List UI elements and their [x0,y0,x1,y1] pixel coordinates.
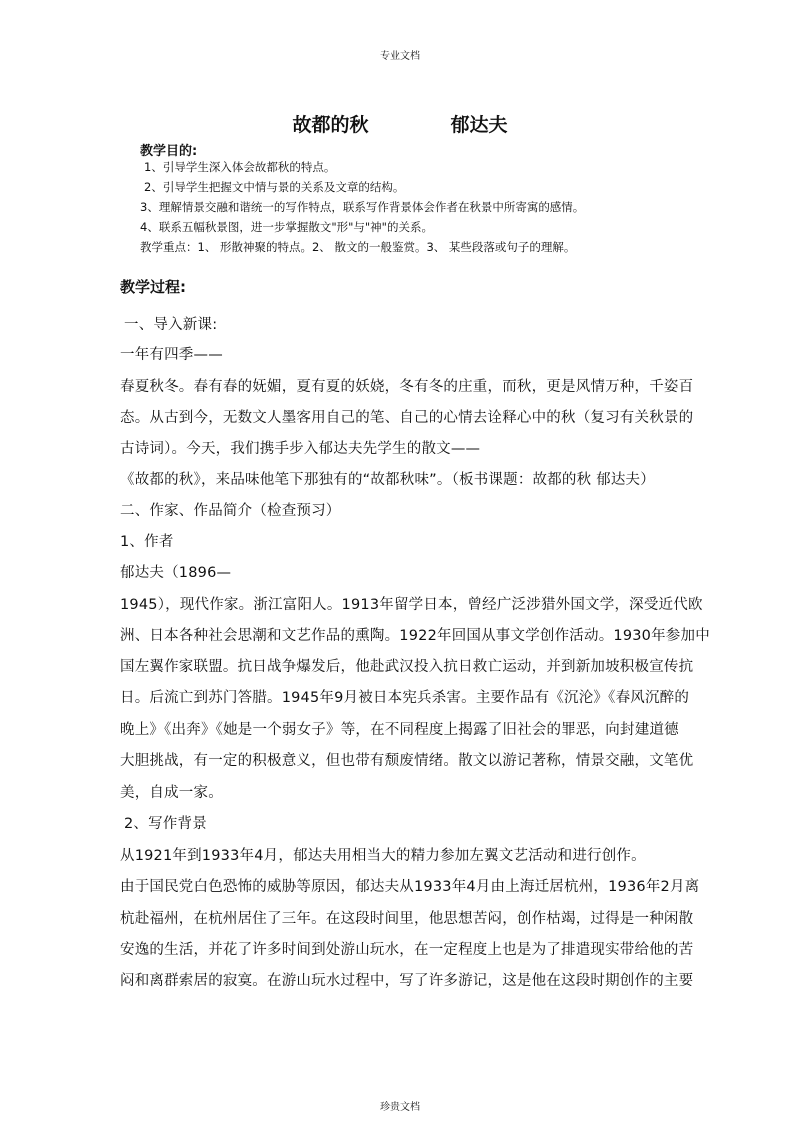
subsection-background: 2、写作背景 [124,816,207,832]
paragraph-line: 从1921年到1933年4月，郁达夫用相当大的精力参加左翼文艺活动和进行创作。 [120,848,646,864]
paragraph-line: 1945），现代作家。浙江富阳人。1913年留学日本，曾经广泛涉猎外国文学，深受近代欧 [120,597,703,613]
paragraph-line: 郁达夫（1896— [120,565,232,581]
objectives-heading: 教学目的: [140,144,198,159]
paragraph-line: 闷和离群索居的寂寞。在游山玩水过程中，写了许多游记，这是他在这段时期创作的主要 [120,973,694,989]
subsection-author: 1、作者 [120,534,174,550]
paragraph-line: 国左翼作家联盟。抗日战争爆发后，他赴武汉投入抗日救亡运动，并到新加坡积极宣传抗 [120,659,694,675]
paragraph-line: 大胆挑战，有一定的积极意义，但也带有颓废情绪。散文以游记著称，情景交融，文笔优 [120,753,694,769]
objective-item-4: 4、联系五幅秋景图，进一步掌握散文"形"与"神"的关系。 [140,220,433,234]
paragraph-line: 日。后流亡到苏门答腊。1945年9月被日本宪兵杀害。主要作品有《沉沦》《春风沉醉的 [120,690,690,706]
title-author: 郁达夫 [450,114,508,136]
paragraph-line: 由于国民党白色恐怖的威胁等原因，郁达夫从1933年4月由上海迁居杭州，1936年2月离 [120,879,700,895]
paragraph-line: 古诗词）。今天，我们携手步入郁达夫先学生的散文—— [120,441,481,457]
paragraph-line: 洲、日本各种社会思潮和文艺作品的熏陶。1922年回国从事文学创作活动。1930年参加中 [120,628,710,644]
section-intro-heading: 一、导入新课: [124,317,218,333]
objective-item-1: 1、引导学生深入体会故都秋的特点。 [144,160,336,174]
paragraph-line: 美，自成一家。 [120,785,223,801]
title-main: 故都的秋 [292,114,369,136]
paragraph-line: 晚上》《出奔》《她是一个弱女子》等，在不同程度上揭露了旧社会的罪恶，向封建道德 [120,722,679,738]
paragraph-line: 态。从古到今，无数文人墨客用自己的笔、自己的心情去诠释心中的秋（复习有关秋景的 [120,410,694,426]
page-footer: 珍贵文档 [380,1102,420,1113]
paragraph-line: 《故都的秋》，来品味他笔下那独有的“故都秋味”。（板书课题：故都的秋 郁达夫） [120,472,655,488]
section-author-heading: 二、作家、作品简介（检查预习） [120,503,341,519]
paragraph-line: 安逸的生活，并花了许多时间到处游山玩水，在一定程度上也是为了排遣现实带给他的苦 [120,942,694,958]
process-heading: 教学过程: [120,278,186,296]
objective-item-2: 2、引导学生把握文中情与景的关系及文章的结构。 [144,180,405,194]
page-header: 专业文档 [380,51,420,62]
paragraph-line: 春夏秋冬。春有春的妩媚，夏有夏的妖娆，冬有冬的庄重，而秋，更是风情万种，千姿百 [120,379,694,395]
paragraph-line: 一年有四季—— [120,347,223,363]
teaching-focus: 教学重点：1、 形散神聚的特点。2、 散文的一般鉴赏。3、 某些段落或句子的理解。 [140,240,576,254]
page-title [0,110,800,137]
paragraph-line: 杭赴福州，在杭州居住了三年。在这段时间里，他思想苦闷，创作枯竭，过得是一种闲散 [120,911,694,927]
objective-item-3: 3、理解情景交融和谐统一的写作特点，联系写作背景体会作者在秋景中所寄寓的感情。 [140,200,585,214]
